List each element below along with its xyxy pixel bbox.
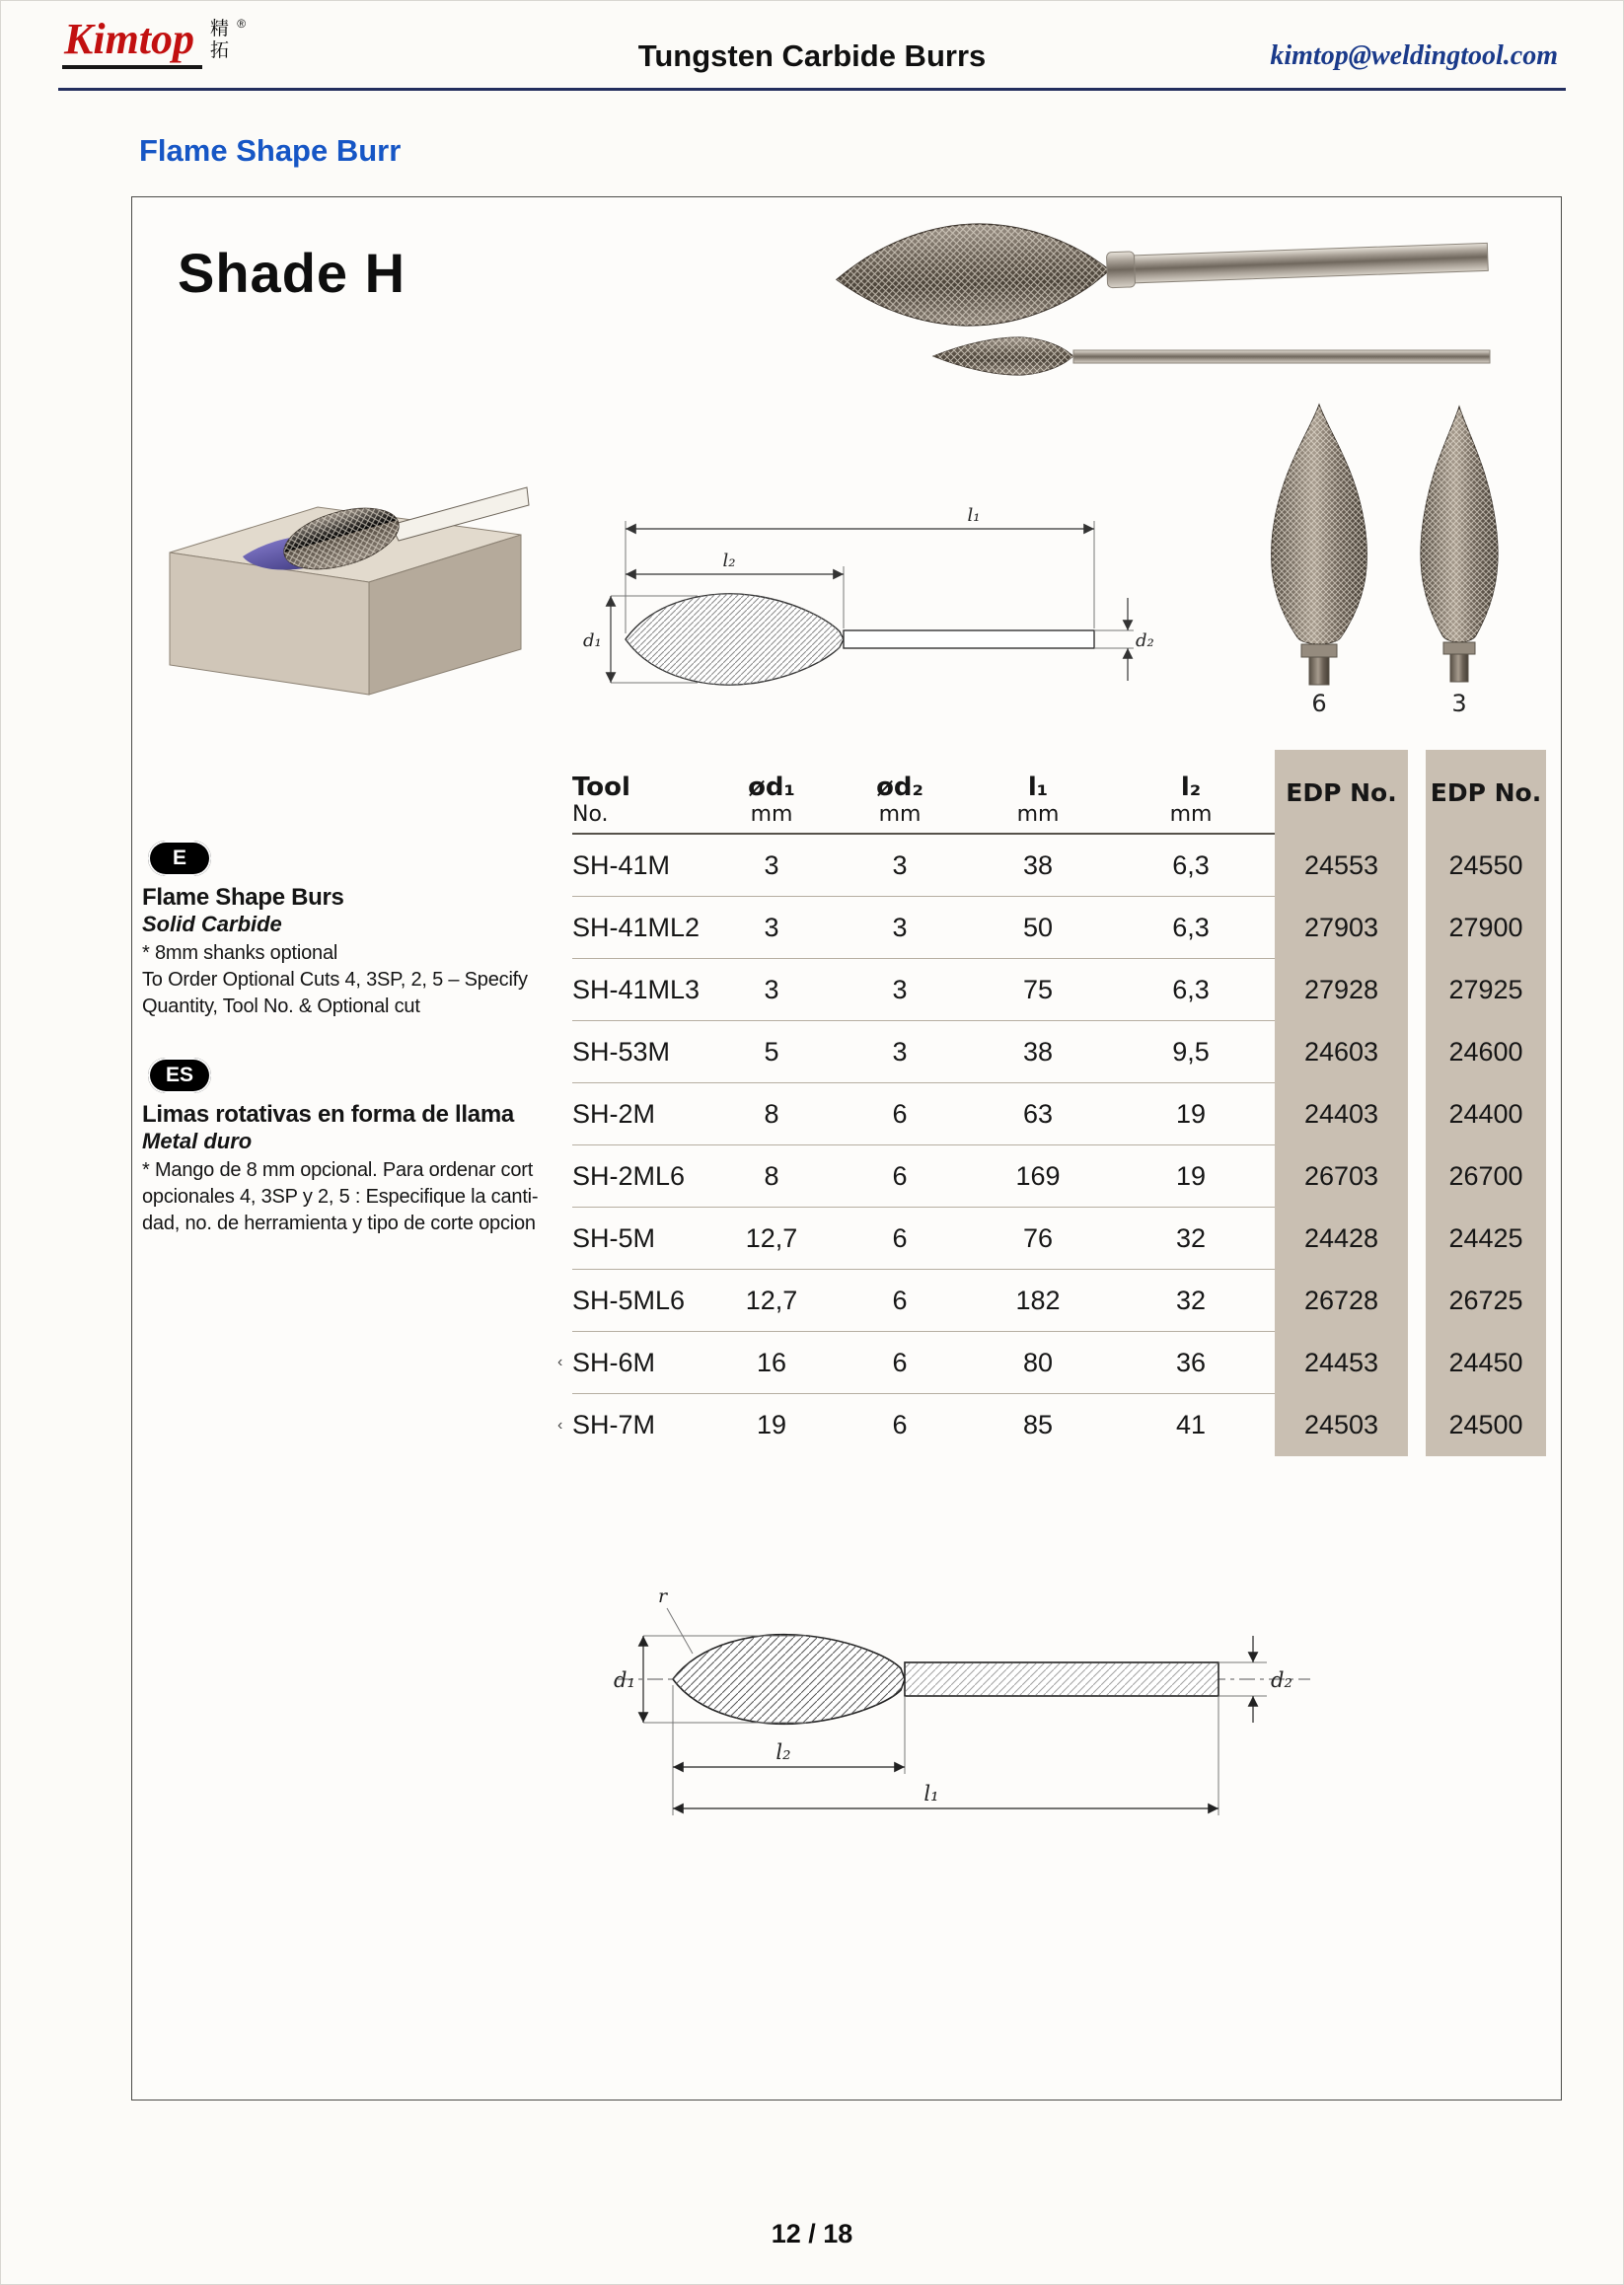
table-row (572, 1021, 1546, 1083)
notes-spanish (142, 1058, 588, 1236)
cell-l1: 38 (969, 835, 1107, 897)
notes-en-line: To Order Optional Cuts 4, 3SP, 2, 5 – Specify (142, 968, 528, 991)
col-header-label: Tool (572, 772, 630, 802)
shank-outline (844, 630, 1094, 648)
cell-l2: 6,3 (1107, 959, 1275, 1021)
col-header-label: ød₂ (876, 772, 923, 802)
cell-spacer (1408, 1270, 1426, 1332)
cell-edp-2: 24600 (1426, 1021, 1546, 1083)
cell-spacer (1408, 1145, 1426, 1208)
cell-edp-1: 27903 (1275, 897, 1408, 959)
contact-email[interactable]: kimtop@weldingtool.com (1270, 40, 1558, 71)
col-header-l1 (969, 750, 1107, 835)
col-header-l2 (1107, 750, 1275, 835)
cell-l1: 85 (1022, 1410, 1054, 1439)
burr-size-label-right: 3 (1451, 690, 1467, 716)
cell-l2: 19 (1107, 1145, 1275, 1208)
table-row (572, 959, 1546, 1021)
col-header-unit: mm (1016, 801, 1060, 827)
cell-d2: 3 (831, 897, 969, 959)
notes-es-title: Limas rotativas en forma de llama (142, 1101, 514, 1128)
cell-spacer (1408, 1394, 1426, 1456)
burr-photo-pair (1225, 391, 1551, 716)
cell-tool-no: SH-53M (572, 1021, 712, 1083)
cell-l2: 19 (1107, 1083, 1275, 1145)
notes-en-line: * 8mm shanks optional (142, 942, 338, 964)
cell-edp-1: 24453 (1275, 1332, 1408, 1394)
col-header-d1 (712, 750, 831, 835)
small-flame-burr (933, 337, 1490, 375)
large-flame-burr (835, 206, 1489, 331)
cell-l1: 75 (969, 959, 1107, 1021)
notes-es-line: dad, no. de herramienta y tipo de corte opcion (142, 1212, 536, 1234)
col-header-label: l₁ (1027, 772, 1049, 802)
col-header-unit: mm (878, 801, 922, 827)
cell-l2: 9,5 (1107, 1021, 1275, 1083)
cell-spacer (1408, 959, 1426, 1021)
cell-tool-no: SH-2ML6 (572, 1145, 712, 1208)
cell-d1: 16 (712, 1332, 831, 1394)
cell-tool-no: SH-2M (572, 1083, 712, 1145)
label-d1-small: d₁ (583, 630, 602, 651)
notes-english (142, 841, 588, 1019)
shade-title: Shade H (178, 242, 406, 304)
cell-l2: 6,3 (1107, 835, 1275, 897)
cell-d2: 6 (831, 1083, 969, 1145)
notes-en-title: Flame Shape Burs (142, 884, 344, 911)
cell-d2: 3 (831, 1021, 969, 1083)
cell-d1: 3 (712, 897, 831, 959)
col-header-tool (572, 750, 712, 835)
cell-tool-no: SH-41M (572, 835, 712, 897)
cell-edp-2: 26700 (1426, 1145, 1546, 1208)
cell-tool-no: SH-5ML6 (572, 1270, 712, 1332)
cell-l1: 80 (969, 1332, 1107, 1394)
cell-edp-2: 27900 (1426, 897, 1546, 959)
cell-l2: 41 (1175, 1410, 1207, 1439)
cell-edp-2: 24425 (1426, 1208, 1546, 1270)
burr-photo-main (823, 205, 1504, 398)
cell-spacer (1408, 897, 1426, 959)
label-d1-large: d₁ (614, 1668, 635, 1692)
cell-d2: 6 (892, 1410, 908, 1439)
cell-d1: 8 (712, 1083, 831, 1145)
cell-d2: 6 (831, 1332, 969, 1394)
table-row (572, 1145, 1546, 1208)
label-l1-small: l₁ (967, 505, 981, 526)
cell-edp-1: 26703 (1275, 1145, 1408, 1208)
notes-en-line: Quantity, Tool No. & Optional cut (142, 995, 420, 1017)
table-row (557, 1332, 1546, 1394)
col-header-label: ød₁ (748, 772, 795, 802)
cell-d2: 6 (831, 1145, 969, 1208)
cell-d1: 12,7 (712, 1208, 831, 1270)
cell-l1: 38 (969, 1021, 1107, 1083)
col-header-edp-2 (1426, 750, 1546, 835)
col-header-label: EDP No. (1430, 777, 1542, 807)
logo-cjk-text: 精拓 (210, 19, 230, 61)
page-number: 12 / 18 (771, 2219, 853, 2248)
col-header-d2 (831, 750, 969, 835)
cell-tool-no: SH-41ML3 (572, 959, 712, 1021)
cell-tool-no: SH-5M (572, 1208, 712, 1270)
col-header-label: EDP No. (1286, 777, 1397, 807)
notes-es-line: * Mango de 8 mm opcional. Para ordenar cort (142, 1159, 534, 1181)
cell-edp-1: 24428 (1275, 1208, 1408, 1270)
cell-edp-2: 26725 (1426, 1270, 1546, 1332)
label-l2-large: l₂ (775, 1740, 791, 1764)
label-d2-large: d₂ (1271, 1668, 1292, 1692)
cell-edp-1: 24603 (1275, 1021, 1408, 1083)
table-row (572, 835, 1546, 897)
table-row (572, 1083, 1546, 1145)
cell-l1: 169 (969, 1145, 1107, 1208)
cell-edp-1: 27928 (1275, 959, 1408, 1021)
cell-edp-2: 24550 (1426, 835, 1546, 897)
cell-l2: 36 (1107, 1332, 1275, 1394)
table-row (572, 1270, 1546, 1332)
cell-edp-1: 24503 (1275, 1394, 1408, 1456)
logo-brand-text: Kimtop (62, 17, 202, 69)
notes-es-line: opcionales 4, 3SP y 2, 5 : Especifique la canti- (142, 1185, 539, 1208)
spec-table-body (557, 835, 1546, 1456)
table-row (572, 1208, 1546, 1270)
page-title: Tungsten Carbide Burrs (637, 38, 987, 73)
cell-d1: 3 (712, 835, 831, 897)
label-d2-small: d₂ (1136, 630, 1154, 651)
burr-head-left (1272, 405, 1367, 685)
col-header-edp-1 (1275, 750, 1408, 835)
cell-l1: 50 (969, 897, 1107, 959)
cell-spacer (1408, 1208, 1426, 1270)
cell-spacer (1408, 1332, 1426, 1394)
language-badge-es: ES (148, 1058, 211, 1093)
dimension-diagram-large (604, 1551, 1324, 1852)
cell-tool-no: SH-41ML2 (572, 897, 712, 959)
table-row (572, 897, 1546, 959)
application-illustration (158, 474, 533, 700)
cell-l1: 63 (969, 1083, 1107, 1145)
cell-edp-2: 24400 (1426, 1083, 1546, 1145)
notes-en-subtitle: Solid Carbide (142, 912, 282, 936)
cell-d2: 6 (831, 1208, 969, 1270)
cell-spacer (1408, 1021, 1426, 1083)
col-header-unit: mm (1169, 801, 1213, 827)
burr-head-right (1421, 406, 1498, 682)
cell-edp-1: 26728 (1275, 1270, 1408, 1332)
table-row (557, 1394, 1546, 1456)
col-header-unit: No. (572, 801, 609, 827)
cell-l2: 6,3 (1107, 897, 1275, 959)
cell-l2: 32 (1107, 1208, 1275, 1270)
label-l1-large: l₁ (923, 1782, 939, 1806)
col-header-label: l₂ (1180, 772, 1202, 802)
cell-edp-2: 24450 (1426, 1332, 1546, 1394)
cell-d1: 19 (756, 1410, 787, 1439)
cell-d2: 3 (831, 959, 969, 1021)
label-r-large: r (658, 1585, 668, 1607)
notes-es-subtitle: Metal duro (142, 1129, 253, 1153)
spec-table (557, 750, 1546, 1456)
cell-d1: 8 (712, 1145, 831, 1208)
content-box (131, 196, 1562, 2101)
cell-spacer (1408, 835, 1426, 897)
cell-tool-no: ‹ SH-7M (557, 1410, 656, 1439)
cell-d2: 6 (831, 1270, 969, 1332)
cell-edp-2: 24500 (1426, 1394, 1546, 1456)
cell-edp-1: 24553 (1275, 835, 1408, 897)
cell-tool-no: ‹ SH-6M (572, 1332, 712, 1394)
cell-l1: 76 (969, 1208, 1107, 1270)
section-heading: Flame Shape Burr (139, 133, 402, 168)
cell-l2: 32 (1107, 1270, 1275, 1332)
cell-d2: 3 (831, 835, 969, 897)
cell-edp-1: 24403 (1275, 1083, 1408, 1145)
cell-edp-2: 27925 (1426, 959, 1546, 1021)
dimension-diagram-small (581, 491, 1163, 723)
language-badge-e: E (148, 841, 211, 876)
cell-spacer (1408, 1083, 1426, 1145)
col-header-spacer (1408, 750, 1426, 835)
label-l2-small: l₂ (722, 551, 736, 571)
burr-size-label-left: 6 (1311, 690, 1327, 716)
logo-registered-mark: ® (237, 17, 247, 31)
header-divider (58, 88, 1566, 91)
cell-l1: 182 (969, 1270, 1107, 1332)
cell-d1: 3 (712, 959, 831, 1021)
cell-d1: 5 (712, 1021, 831, 1083)
spec-table-header (572, 750, 1546, 835)
cell-d1: 12,7 (712, 1270, 831, 1332)
col-header-unit: mm (750, 801, 793, 827)
